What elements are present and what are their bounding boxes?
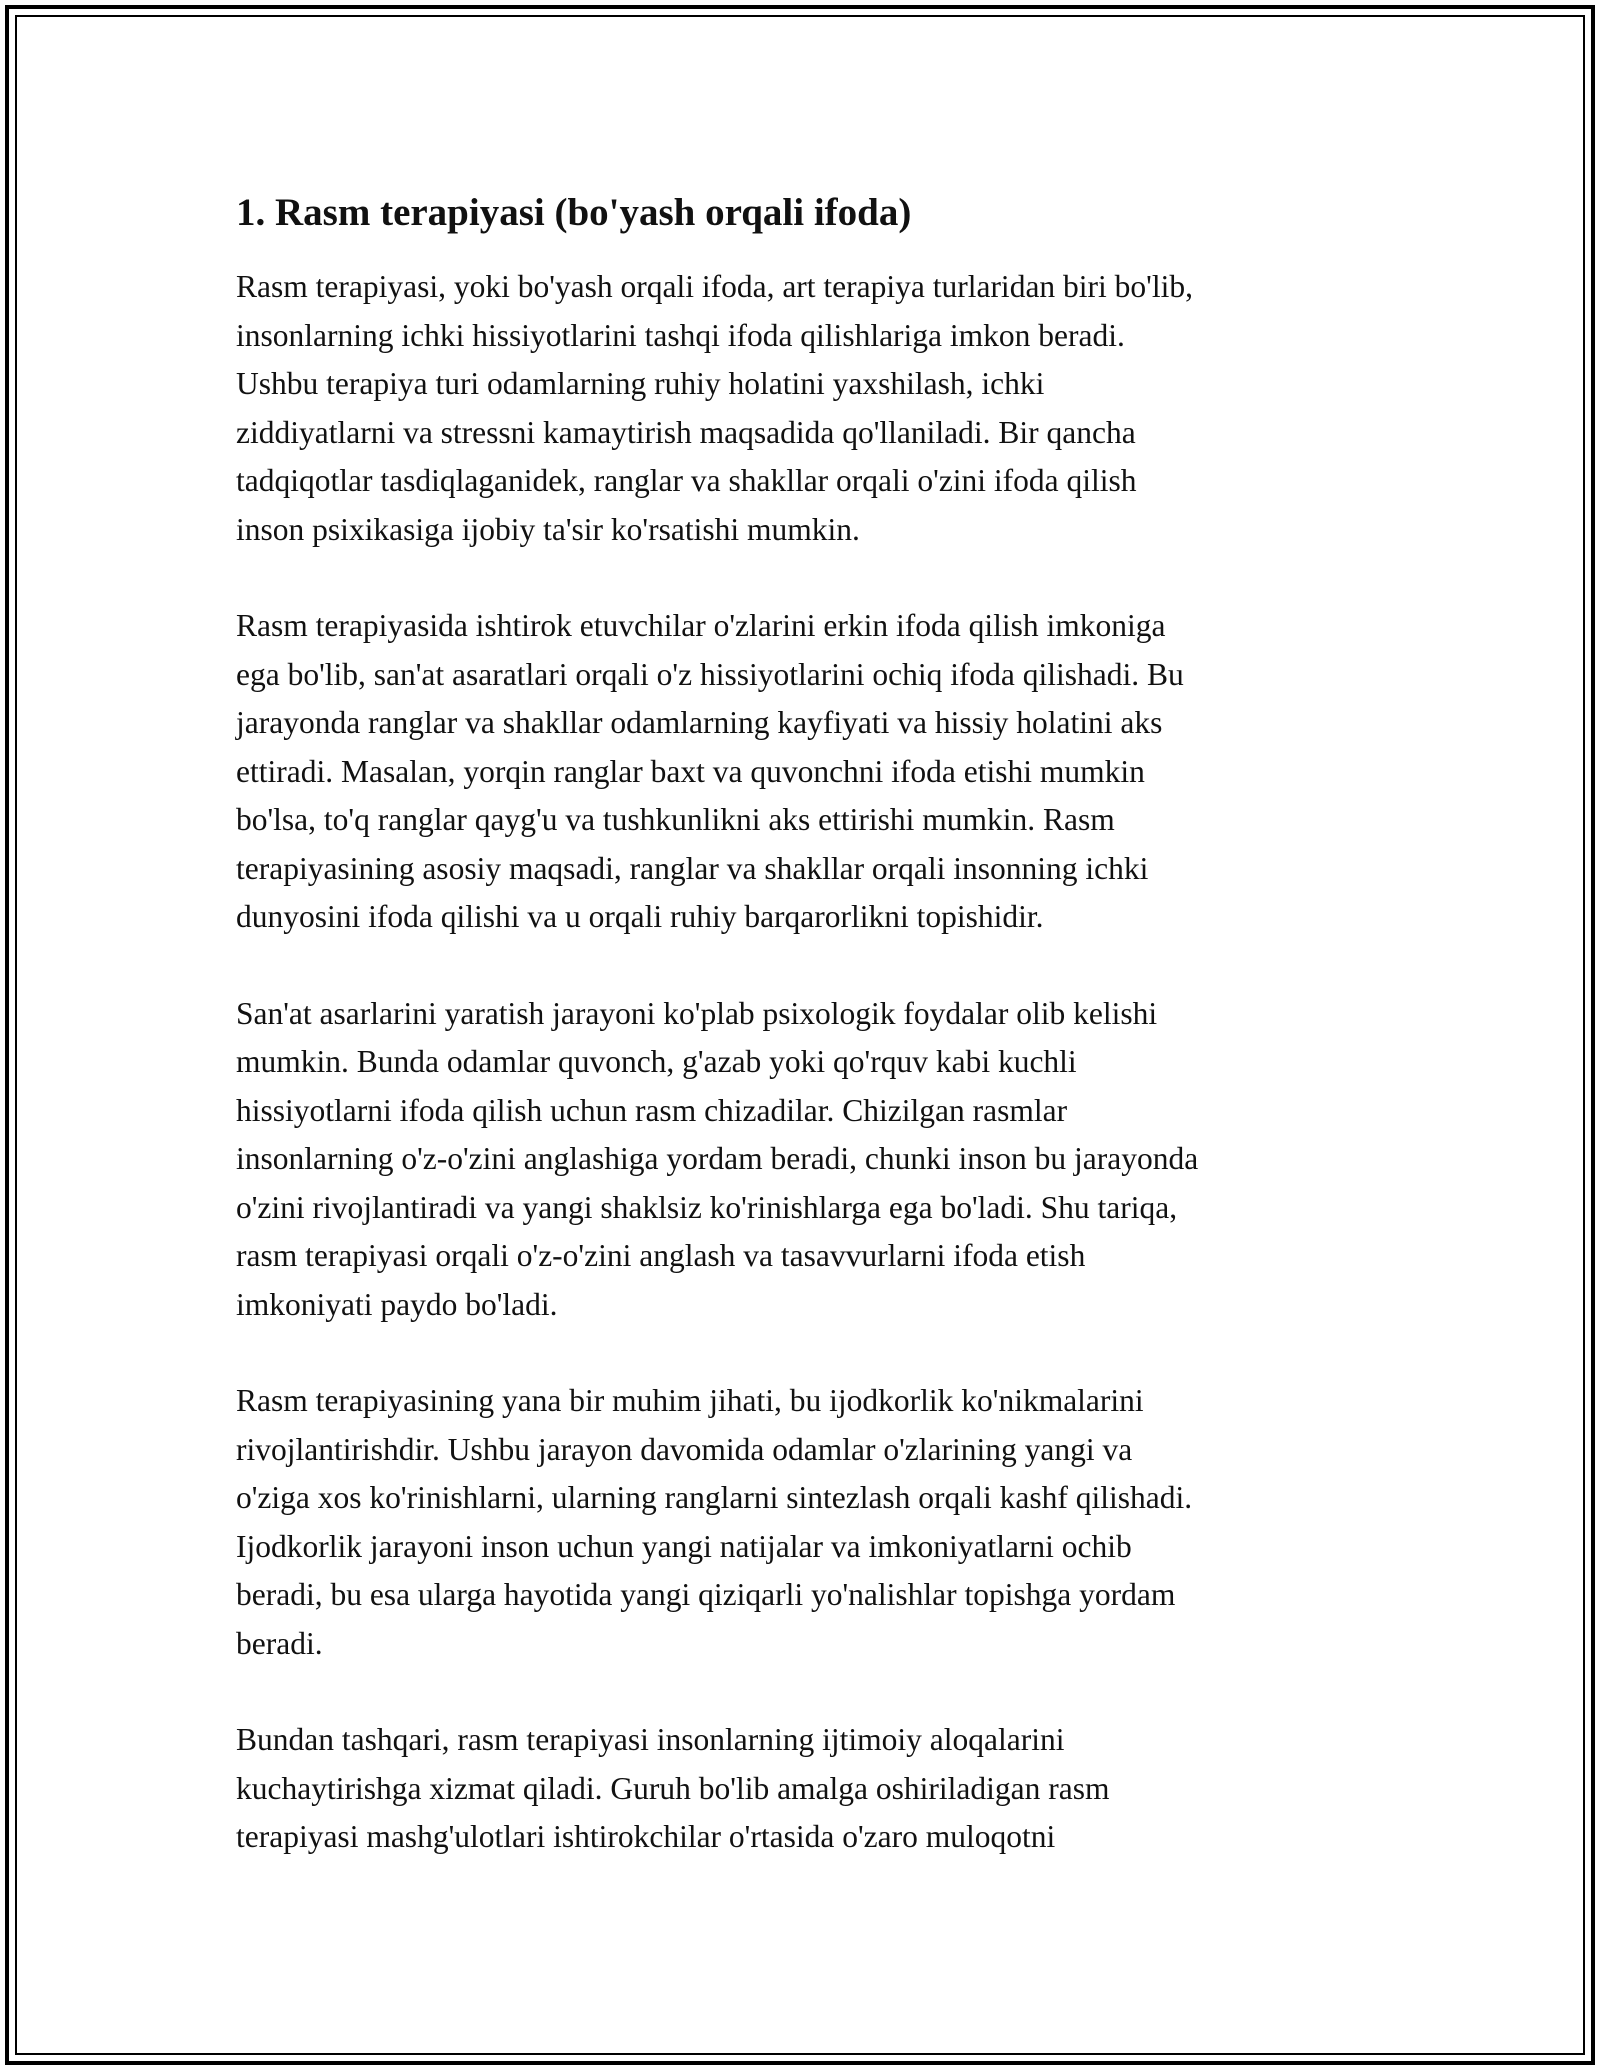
paragraph-line: terapiyasi mashg'ulotlari ishtirokchilar o'rtasida o'zaro muloqotni [236, 1819, 1056, 1854]
section-heading: 1. Rasm terapiyasi (bo'yash orqali ifoda) [236, 191, 912, 234]
paragraph-line: San'at asarlarini yaratish jarayoni ko'plab psixologik foydalar olib kelishi [236, 995, 1158, 1031]
paragraph-line: terapiyasining asosiy maqsadi, ranglar va shakllar orqali insonning ichki [236, 850, 1149, 886]
paragraph-line: tadqiqotlar tasdiqlaganidek, ranglar va shakllar orqali o'zini ifoda qilish [236, 463, 1137, 498]
paragraph-2 [236, 602, 1376, 942]
paragraph-line: Rasm terapiyasi, yoki bo'yash orqali ifoda, art terapiya turlaridan biri bo'lib, [236, 269, 1193, 304]
paragraph-line: ziddiyatlarni va stressni kamaytirish maqsadida qo'llaniladi. Bir qancha [236, 414, 1136, 450]
paragraph-line: ega bo'lib, san'at asaratlari orqali o'z hissiyotlarini ochiq ifoda qilishadi. Bu [236, 656, 1184, 692]
paragraph-line: jarayonda ranglar va shakllar odamlarning kayfiyati va hissiy holatini aks [236, 705, 1163, 740]
paragraph-line: Rasm terapiyasida ishtirok etuvchilar o'zlarini erkin ifoda qilish imkoniga [236, 608, 1166, 643]
paragraph-line: insonlarning ichki hissiyotlarini tashqi ifoda qilishlariga imkon beradi. [236, 317, 1125, 353]
paragraph-line: Bundan tashqari, rasm terapiyasi insonlarning ijtimoiy aloqalarini [236, 1722, 1065, 1757]
paragraph-line: rasm terapiyasi orqali o'z-o'zini anglash va tasavvurlarni ifoda etish [236, 1238, 1086, 1273]
paragraph-line: inson psixikasiga ijobiy ta'sir ko'rsatishi mumkin. [236, 511, 860, 547]
paragraph-5 [236, 1716, 1376, 1862]
paragraph-line: o'zini rivojlantiradi va yangi shaklsiz ko'rinishlarga ega bo'ladi. Shu tariqa, [236, 1189, 1178, 1225]
paragraph-line: dunyosini ifoda qilishi va u orqali ruhiy barqarorlikni topishidir. [236, 899, 1044, 934]
paragraph-line: rivojlantirishdir. Ushbu jarayon davomida odamlar o'zlarining yangi va [236, 1431, 1133, 1467]
paragraph-1 [236, 263, 1376, 554]
paragraph-line: kuchaytirishga xizmat qiladi. Guruh bo'lib amalga oshiriladigan rasm [236, 1770, 1110, 1806]
paragraph-line: mumkin. Bunda odamlar quvonch, g'azab yoki qo'rquv kabi kuchli [236, 1044, 1077, 1079]
paragraph-line: Ijodkorlik jarayoni inson uchun yangi natijalar va imkoniyatlarni ochib [236, 1528, 1132, 1564]
paragraph-line: hissiyotlarni ifoda qilish uchun rasm chizadilar. Chizilgan rasmlar [236, 1092, 1068, 1128]
paragraph-line: Rasm terapiyasining yana bir muhim jihati, bu ijodkorlik ko'nikmalarini [236, 1383, 1144, 1418]
paragraph-3 [236, 990, 1376, 1330]
paragraph-line: o'ziga xos ko'rinishlarni, ularning ranglarni sintezlash orqali kashf qilishadi. [236, 1480, 1193, 1515]
paragraph-line: Ushbu terapiya turi odamlarning ruhiy holatini yaxshilash, ichki [236, 366, 1045, 401]
paragraph-line: bo'lsa, to'q ranglar qayg'u va tushkunlikni aks ettirishi mumkin. Rasm [236, 802, 1115, 837]
paragraph-line: ettiradi. Masalan, yorqin ranglar baxt va quvonchni ifoda etishi mumkin [236, 753, 1145, 789]
paragraph-line: imkoniyati paydo bo'ladi. [236, 1286, 558, 1322]
paragraph-line: beradi. [236, 1625, 323, 1661]
paragraph-line: insonlarning o'z-o'zini anglashiga yordam beradi, chunki inson bu jarayonda [236, 1141, 1199, 1176]
paragraph-line: beradi, bu esa ularga hayotida yangi qiziqarli yo'nalishlar topishga yordam [236, 1577, 1176, 1612]
document-body [236, 185, 1376, 1910]
paragraph-4 [236, 1377, 1376, 1668]
